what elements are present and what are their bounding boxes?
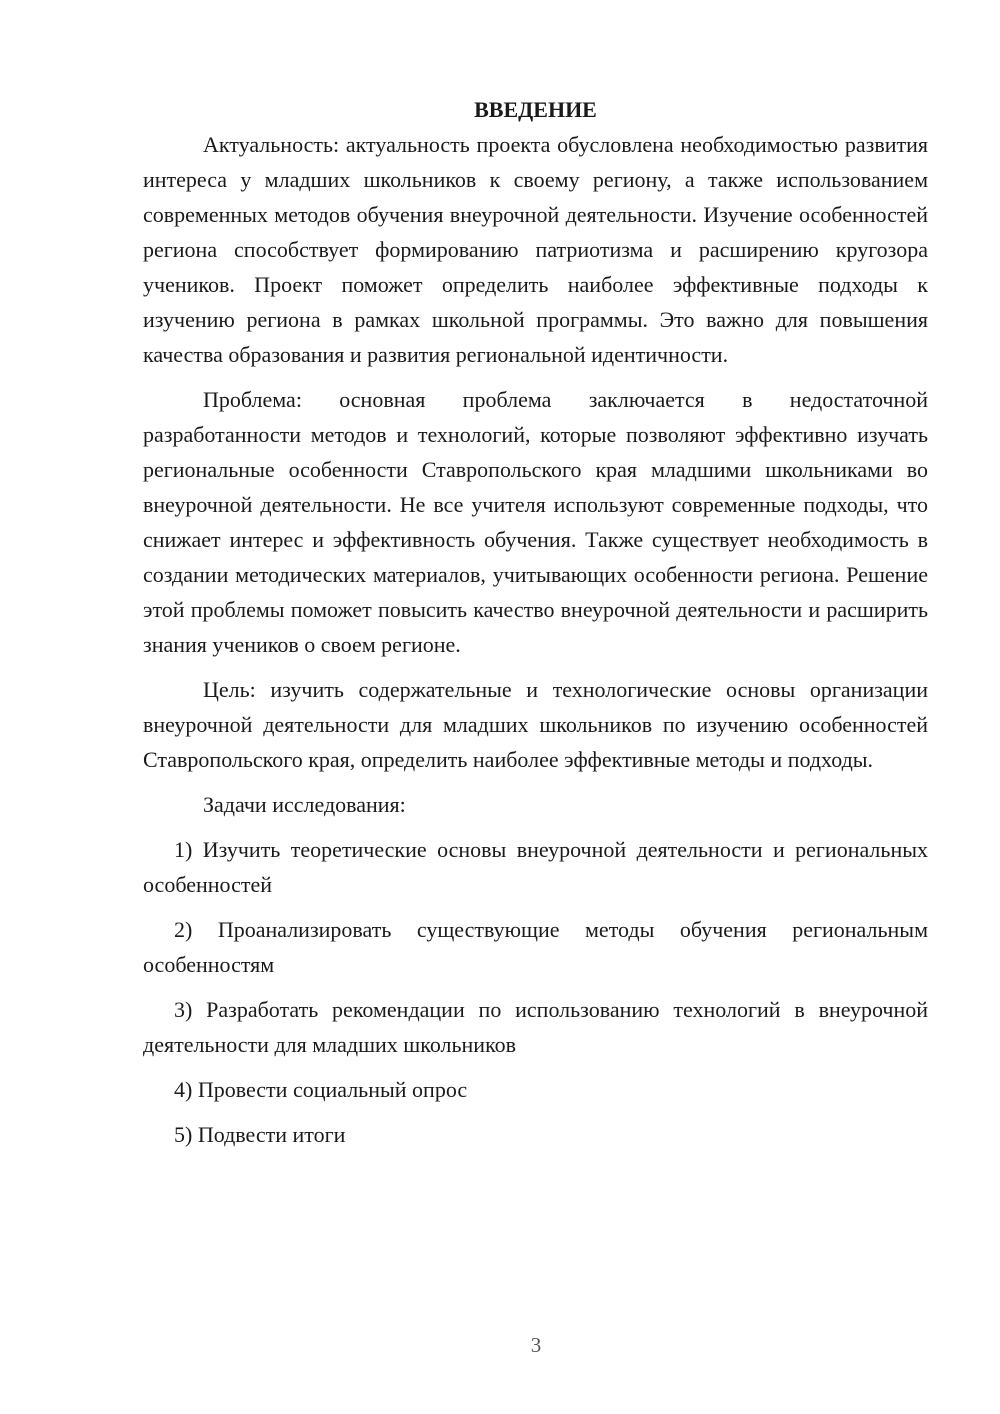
page-number: 3 [530, 1333, 542, 1357]
page-content [143, 92, 928, 1162]
task-item: 1) Изучить теоретические основы внеурочной деятельности и региональных особенностей [143, 837, 928, 897]
task-item: 2) Проанализировать существующие методы обучения региональным особенностям [143, 917, 928, 977]
tasks-heading: Задачи исследования: [203, 792, 406, 817]
task-item: 4) Провести социальный опрос [174, 1077, 468, 1102]
paragraph-problem: Проблема: основная проблема заключается в недостаточной разработанности методов и технологий, которые позволяют эффективно изучать региональные особенности Ставропольского края младшими школьниками во внеурочной деятельности. Не все учителя используют современные подходы, что снижает интерес и эффективность обучения. Также существует необходимость в создании методических материалов, учитывающих особенности региона. Решение этой проблемы поможет повысить качество внеурочной деятельности и расширить знания учеников о своем регионе. [143, 387, 928, 657]
task-item: 5) Подвести итоги [174, 1122, 346, 1147]
page-title: ВВЕДЕНИЕ [474, 97, 597, 122]
paragraph-goal: Цель: изучить содержательные и технологические основы организации внеурочной деятельности для младших школьников по изучению особенностей Ставропольского края, определить наиболее эффективные методы и подходы. [143, 677, 928, 772]
task-item: 3) Разработать рекомендации по использованию технологий в внеурочной деятельности для младших школьников [143, 997, 928, 1057]
paragraph-relevance: Актуальность: актуальность проекта обусловлена необходимостью развития интереса у младших школьников к своему региону, а также использованием современных методов обучения внеурочной деятельности. Изучение особенностей региона способствует формированию патриотизма и расширению кругозора учеников. Проект поможет определить наиболее эффективные подходы к изучению региона в рамках школьной программы. Это важно для повышения качества образования и развития региональной идентичности. [143, 132, 928, 367]
